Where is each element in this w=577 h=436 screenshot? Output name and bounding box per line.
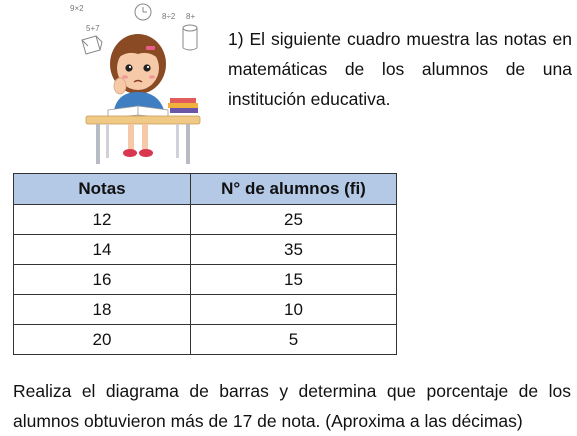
- table-header-row: [14, 174, 397, 205]
- table-row: [14, 325, 397, 355]
- math-doodle-text: 9×2: [70, 4, 84, 13]
- task-instruction: Realiza el diagrama de barras y determina que porcentaje de los alumnos obtuvieron más de 17 de nota. (Aproxima a las décimas): [13, 380, 571, 431]
- table-cell-frequency: 5: [191, 325, 397, 355]
- table-cell-frequency: 35: [191, 235, 397, 265]
- math-doodle-text: 5+7: [86, 24, 100, 33]
- grades-frequency-table: [13, 173, 397, 355]
- student-illustration: [66, 2, 216, 168]
- table-row: [14, 205, 397, 235]
- table-cell-frequency: 25: [191, 205, 397, 235]
- table-cell-nota: 16: [14, 265, 191, 295]
- column-header-alumnos: N° de alumnos (fi): [191, 174, 397, 205]
- table-cell-nota: 14: [14, 235, 191, 265]
- table-cell-nota: 20: [14, 325, 191, 355]
- math-doodle-text: 8+: [186, 12, 196, 21]
- table-row: [14, 295, 397, 325]
- column-header-notas: Notas: [14, 174, 191, 205]
- table-row: [14, 235, 397, 265]
- table-row: [14, 265, 397, 295]
- table-cell-frequency: 10: [191, 295, 397, 325]
- table-cell-nota: 12: [14, 205, 191, 235]
- problem-statement: 1) El siguiente cuadro muestra las notas en matemáticas de los alumnos de una institución educativa.: [228, 28, 572, 109]
- math-doodle-text: 8÷2: [162, 12, 176, 21]
- table-cell-frequency: 15: [191, 265, 397, 295]
- table-cell-nota: 18: [14, 295, 191, 325]
